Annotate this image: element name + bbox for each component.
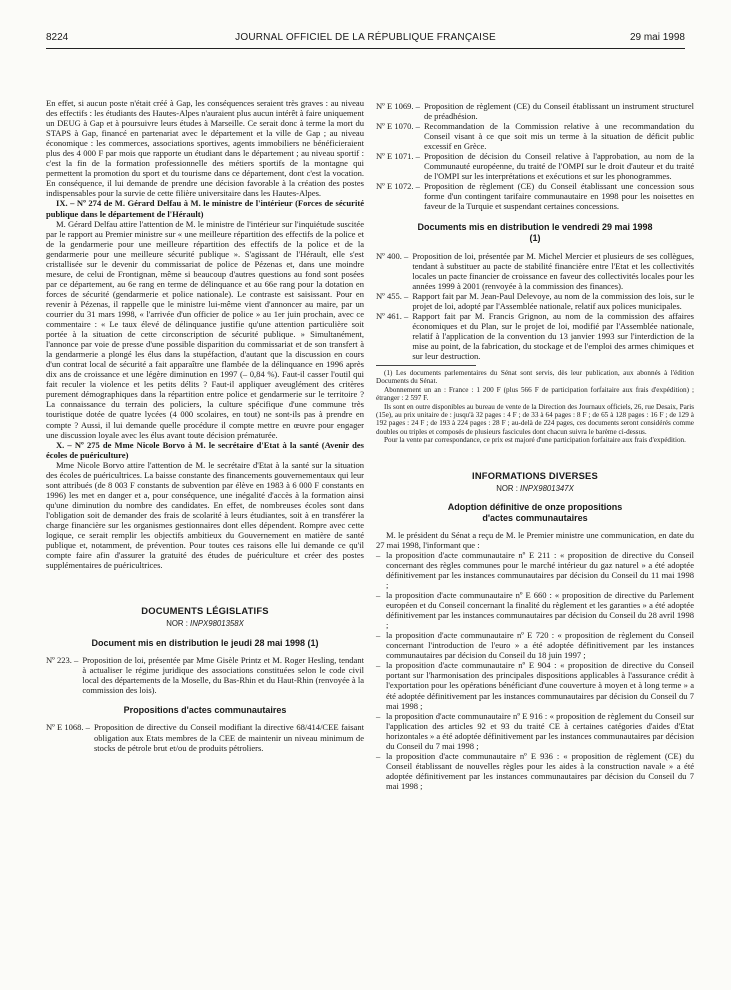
issue-date: 29 mai 1998 <box>629 32 685 43</box>
list-item <box>46 655 364 695</box>
nor-code: INPX9801358X <box>190 619 244 629</box>
list-item <box>376 751 694 791</box>
item-text: Proposition de règlement (CE) du Conseil établissant une concession sous forme d'un contingent tarifaire communautaire en 1998 pour les noisettes en faveur de la Turquie et suspendant certaines concessions. <box>423 181 694 212</box>
item-text: la proposition d'acte communautaire nº E 660 : « proposition de directive du Parlement européen et du Conseil concernant la finalité du règlement et les garanties » a été adoptée définitivement par les instances communautaires par décision du Conseil du 28 avril 1998 ; <box>386 590 694 631</box>
list-item <box>376 550 694 590</box>
dash-bullet: – <box>376 630 381 641</box>
page-header <box>46 32 685 48</box>
item-text: Proposition de directive du Conseil modifiant la directive 68/414/CEE faisant obligation aux Etats membres de la CEE de maintenir un niveau minimum de stocks de pétrole brut et/ou de produits pétroliers. <box>93 722 364 753</box>
nor-label: NOR : <box>166 619 191 629</box>
item-text: la proposition d'acte communautaire nº E 720 : « proposition de règlement du Conseil concernant l'introduction de l'euro » a été adoptée définitivement par les instances communautaires par décision du Conseil du 18 juin 1997 ; <box>386 630 694 661</box>
item-number: Nº E 1068. – <box>46 722 90 733</box>
item-number: Nº 400. – <box>376 250 409 261</box>
list-item <box>376 101 694 121</box>
right-column <box>376 101 694 791</box>
header-rule <box>46 48 685 49</box>
dash-bullet: – <box>376 660 381 671</box>
page-number: 8224 <box>46 32 69 43</box>
item-text: Rapport fait par M. Francis Grignon, au nom de la commission des affaires économiques et du Plan, sur le projet de loi, modifié par l'Assemblée nationale, relatif à l'application de la convention du 13 janvier 1993 sur l'interdiction de la mise au point, de la fabrication, du stockage et de l'emploi des armes chimiques et sur leur destruction. <box>412 310 694 361</box>
item-text: Proposition de loi, présentée par M. Michel Mercier et plusieurs de ses collègues, tendant à substituer au pacte de stabilité financière entre l'Etat et les collectivités locales un pacte financier de croissance en faveur des collectivités locales pour les années 1999 à 2001 (renvoyée à la commission des finances). <box>412 250 694 291</box>
question-heading: IX. – Nº 274 de M. Gérard Delfau à M. le ministre de l'intérieur (Forces de sécurité publique dans le département de l'Hérault) <box>46 198 364 219</box>
list-item <box>376 181 694 211</box>
item-text: Proposition de règlement (CE) du Conseil établissant un instrument structurel de préadhésion. <box>423 101 694 122</box>
dash-bullet: – <box>376 710 381 721</box>
footnote-rule <box>376 365 476 366</box>
item-text: la proposition d'acte communautaire nº E 936 : « proposition de règlement (CE) du Conseil établissant de nouvelles règles pour les aides à la construction navale » a été adoptée définitivement par les instances communautaires par décision du Conseil du 7 mai 1998 ; <box>386 750 694 791</box>
section-title: DOCUMENTS LÉGISLATIFS <box>141 605 269 617</box>
list-item <box>376 291 694 311</box>
item-text: Recommandation de la Commission relative à une recommandation du Conseil visant à ce que soit mis un terme à la situation de déficit public excessif en Grèce. <box>423 121 694 152</box>
footnote: Abonnement un an : France : 1 200 F (plus 566 F de participation forfaitaire aux frais d'expédition) ; étranger : 2 597 F. <box>376 385 694 403</box>
list-item <box>376 121 694 151</box>
journal-title: JOURNAL OFFICIEL DE LA RÉPUBLIQUE FRANÇAISE <box>235 32 496 43</box>
item-number: Nº E 1070. – <box>376 121 420 132</box>
item-text: la proposition d'acte communautaire nº E 916 : « proposition de règlement du Conseil sur l'application des articles 92 et 93 du traité CE à certaines catégories d'aides d'Etat horizontales » a été adoptée définitivement par les instances communautaires par décision du Conseil du 7 mai 1998 ; <box>386 710 694 751</box>
paragraph: Mme Nicole Borvo attire l'attention de M. le secrétaire d'Etat à la santé sur la situation des écoles de puéricultrices. La baisse constante des financements gouvernementaux qui leur sont attribués (de 8 003 F constants de subvention par élève en 1983 à 6 000 F constants en 1996) les met en danger et a, pour conséquence, une inégalité d'accès à la formation ainsi qu'une diminution du nombre des candidates. En effet, de nombreuses écoles sont dans l'obligation soit de demander des frais de scolarité à leurs étudiantes, soit à en transférer la charge financière sur les organismes gestionnaires dont elles dépendent. Rompre avec cette logique, ce serait remplir les objectifs ambitieux du Gouvernement en matière de santé publique et, notamment, de prévention. Pour toutes ces raisons elle lui demande ce qu'il compte faire afin d'assurer la gratuité des études de puériculture et créer des postes supplémentaires de puéricultrices. <box>46 459 364 571</box>
dash-bullet: – <box>376 590 381 601</box>
paragraph: M. le président du Sénat a reçu de M. le Premier ministre une communication, en date du 27 mai 1998, l'informant que : <box>376 529 694 550</box>
subsection-title: Adoption définitive de onze propositions d'actes communautaires <box>447 501 623 523</box>
list-item <box>376 151 694 181</box>
section-title: INFORMATIONS DIVERSES <box>472 469 598 481</box>
nor-code: INPX9801347X <box>520 483 574 493</box>
left-column <box>46 98 364 753</box>
list-item <box>376 630 694 660</box>
list-item <box>376 660 694 710</box>
item-number: Nº 461. – <box>376 310 409 321</box>
item-number: Nº 455. – <box>376 290 409 301</box>
list-item <box>376 311 694 361</box>
paragraph: En effet, si aucun poste n'était créé à Gap, les conséquences seraient très graves : au niveau des effectifs : les étudiants des Hautes-Alpes n'auraient plus aucun intérêt à faire uniquement un DEUG à Gap et à poursuivre leurs études à Marseille. Ce serait donc à terme la mort du STAPS à Gap, financé en partenariat avec le département et la ville de Gap ; au niveau économique : les commerces, associations sportives, agents immobiliers ne bénéficieraient plus des 4 000 F par mois que rapporte un étudiant dans le département ; au niveau sportif : c'est la fin de la formation professionnelle des métiers sportifs de la montagne qui permettent la promotion du sport et du tourisme dans ce département, dont c'est la vocation. En conséquence, il lui demande de prendre une décision favorable à la création des postes indispensables pour la survie de cette filière universitaire dans les Hautes-Alpes. <box>46 98 364 199</box>
subsection-title: Documents mis en distribution le vendredi 29 mai 1998 (1) <box>417 221 653 243</box>
list-item <box>376 711 694 751</box>
paragraph: M. Gérard Delfau attire l'attention de M. le ministre de l'intérieur sur l'inquiétude suscitée par le rapport au Premier ministre sur « une meilleure répartition des effectifs de la police et de la gendarmerie pour une meilleure répartition des effectifs de la police et de la gendarmerie pour une meilleure sécurité publique ». S'agissant de l'Hérault, elle s'est cristallisée sur le devenir du commissariat de police de Pézenas et, dans une moindre mesure, de celui de Frontignan, même si beaucoup d'autres questions au fond sont posées par ce département, au 6e rang en terme de délinquance et au 66e rang pour la dotation en forces de sécurité (gendarmerie et police nationale). Le contraste est saisissant. Pour en revenir à Pézenas, il rappelle que le ministre lui-même vient d'annoncer au maire, par un courrier du 31 mars 1998, « l'arrivée d'un officier de police » au 1er juin prochain, avec ce commentaire : « Le taux élevé de délinquance justifie qu'une attention particulière soit portée à la situation de cette circonscription de sécurité publique. » Simultanément, l'annonce par voie de presse d'une possible disparition du commissariat et de son transfert à la gendarmerie a plongé les élus dans la stupéfaction, d'autant que la discussion en cours d'un contrat local de sécurité a fait apparaître une flambée de la délinquance en 1996 après dix ans de croissance et une légère diminution en 1997 (– 0,84 %). Faut-il casser l'outil qui fait reculer la violence et les petits délits ? Faut-il appliquer aveuglément des critères purement démographiques dans la répartition entre police et gendarmerie sur le territoire ? La connaissance du terrain des policiers, la culture spécifique d'une commune très touristique dotée de quatre lycées (4 000 scolaires, en tout) ne sont-ils pas à prendre en compte ? Aussi, il lui demande quelle procédure il compte mettre en œuvre pour engager une discussion loyale avec les élus avant toute décision prématurée. <box>46 218 364 440</box>
item-number: Nº E 1072. – <box>376 181 420 192</box>
dash-bullet: – <box>376 549 381 560</box>
footnote: Ils sont en outre disponibles au bureau de vente de la Direction des Journaux officiels, 26, rue Desaix, Paris (15e), au prix unitaire de : jusqu'à 32 pages : 4 F ; de 33 à 64 pages : 8 F ; de 65 à 128 pages : 16 F ; de 129 à 192 pages : 24 F ; de 193 à 224 pages : 28 F ; au-delà de 224 pages, ces documents seront considérés comme doubles ou triples et composés de plusieurs fascicules dont chacun suivra le barème ci-dessus. <box>376 402 694 436</box>
item-text: Rapport fait par M. Jean-Paul Delevoye, au nom de la commission des lois, sur le projet de loi, adopté par l'Assemblée nationale, relatif aux polices municipales. <box>412 290 694 311</box>
item-number: Nº 223. – <box>46 655 79 666</box>
item-text: la proposition d'acte communautaire nº E 904 : « proposition de directive du Conseil portant sur l'harmonisation des principales dispositions applicables à l'assurance crédit à l'exportation pour les opérations bénéficiant d'une couverture à moyen et à long terme » a été adoptée définitivement par les instances communautaires par décision du Conseil du 7 mai 1998 ; <box>386 660 694 711</box>
nor-reference <box>376 484 694 494</box>
footnote: (1) Les documents parlementaires du Sénat sont servis, dès leur publication, aux abonnés à l'édition Documents du Sénat. <box>376 369 694 386</box>
list-item <box>376 251 694 291</box>
item-text: Proposition de loi, présentée par Mme Gisèle Printz et M. Roger Hesling, tendant à actualiser le régime juridique des associations constituées selon le code civil local des départements de la Moselle, du Bas-Rhin et du Haut-Rhin (renvoyée à la commission des lois). <box>82 655 364 696</box>
subsection-title: Propositions d'actes communautaires <box>123 705 287 716</box>
item-number: Nº E 1071. – <box>376 151 420 162</box>
nor-reference <box>46 619 364 629</box>
dash-bullet: – <box>376 750 381 761</box>
item-text: la proposition d'acte communautaire nº E 211 : « proposition de directive du Conseil concernant des règles communes pour le marché intérieur du gaz naturel » a été adoptée définitivement par les instances communautaires par décision du Conseil du 11 mai 1998 ; <box>386 549 694 591</box>
list-item <box>46 722 364 752</box>
nor-label: NOR : <box>496 483 521 493</box>
footnote: Pour la vente par correspondance, ce prix est majoré d'une participation forfaitaire aux frais d'expédition. <box>384 436 686 445</box>
question-heading: X. – Nº 275 de Mme Nicole Borvo à M. le secrétaire d'Etat à la santé (Avenir des écoles de puériculture) <box>46 439 364 460</box>
item-text: Proposition de décision du Conseil relative à l'approbation, au nom de la Communauté européenne, du traité de l'OMPI sur le droit d'auteur et du traité de l'OMPI sur les interprétations et exécutions et sur les phonogrammes. <box>423 151 694 182</box>
item-number: Nº E 1069. – <box>376 101 420 111</box>
subsection-title: Document mis en distribution le jeudi 28 mai 1998 (1) <box>91 638 319 649</box>
list-item <box>376 590 694 630</box>
